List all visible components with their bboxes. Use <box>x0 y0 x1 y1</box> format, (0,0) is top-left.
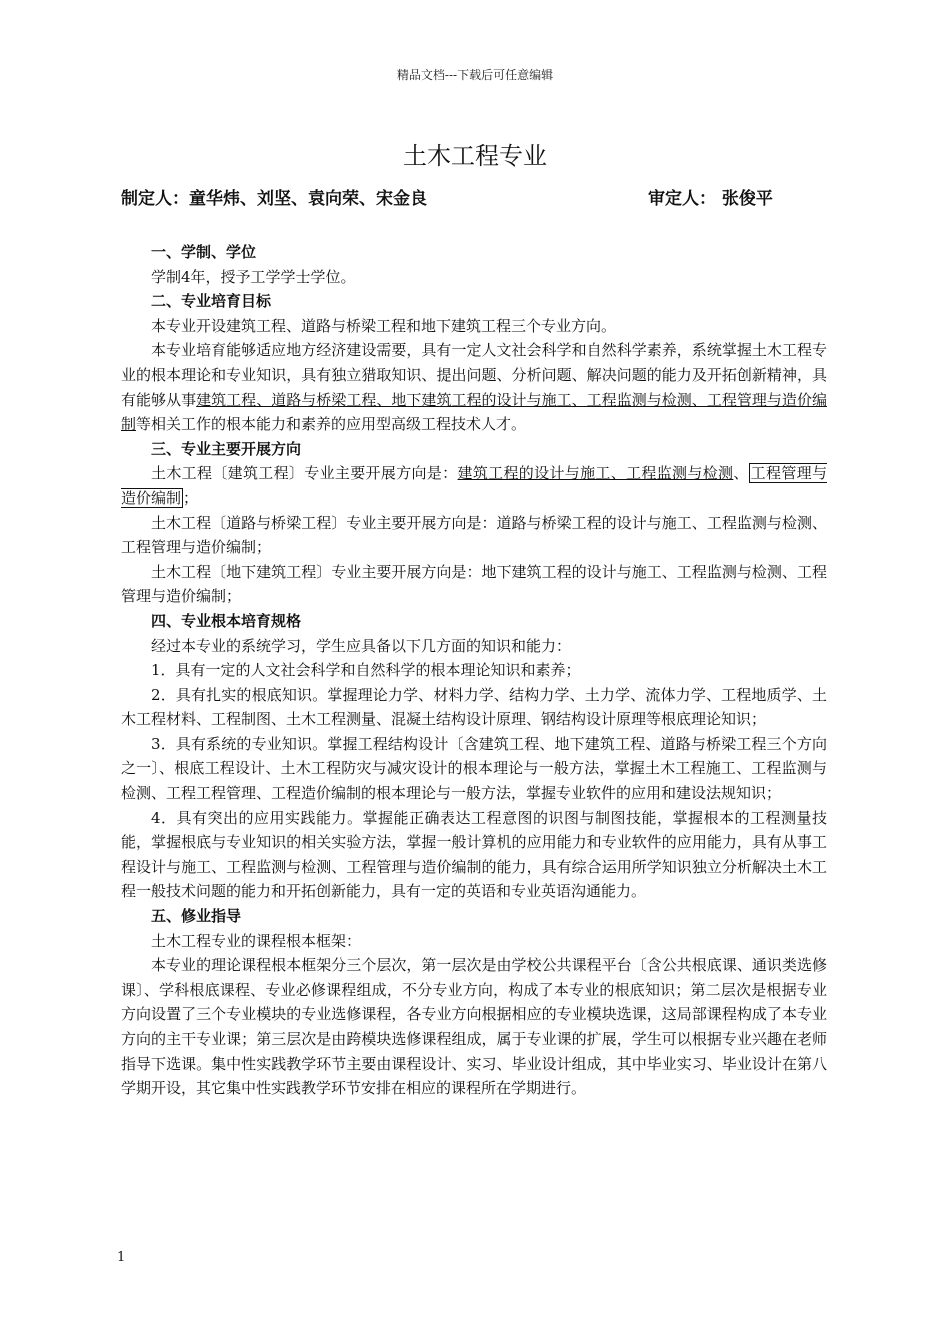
page-header: 精品文档---下载后可任意编辑 <box>396 68 554 82</box>
section-heading: 一、学制、学位 <box>151 243 257 261</box>
paragraph: 经过本专业的系统学习，学生应具备以下几方面的知识和能力： <box>151 636 572 655</box>
paragraph: 土木工程〔地下建筑工程〕专业主要开展方向是：地下建筑工程的设计与施工、工程监测与检测、工程管理与造价编制； <box>121 562 827 606</box>
text-run: ； <box>183 488 199 507</box>
paragraph: 学制4年，授予工学学士学位。 <box>151 267 356 286</box>
paragraph: 土木工程专业的课程根本框架： <box>151 931 362 950</box>
paragraph <box>121 338 827 436</box>
section-heading: 二、专业培育目标 <box>151 292 272 311</box>
list-item: 4．具有突出的应用实践能力。掌握能正确表达工程意图的识图与制图技能，掌握根本的工程测量技能，掌握根底与专业知识的相关实验方法，掌握一般计算机的应用能力和专业软件的应用能力，具有从事工程设计与施工、工程监测与检测、工程管理与造价编制的能力，具有综合运用所学知识独立分析解决土木工程一般技术问题的能力和开拓创新能力，具有一定的英语和专业英语沟通能力。 <box>121 808 827 901</box>
approver-label: 审定人： 张俊平 <box>648 189 773 209</box>
section-heading: 四、专业根本培育规格 <box>151 611 302 630</box>
document-body <box>121 240 827 1101</box>
section-heading: 三、专业主要开展方向 <box>151 439 302 458</box>
page-number: 1 <box>117 1250 126 1265</box>
list-item: 1．具有一定的人文社会科学和自然科学的根本理论知识和素养； <box>151 661 581 680</box>
text-run: 本专业培育能够适应地方经济建设需要，具有一定人文社会科学和自然科学素养，系统掌握土木工程专业的根本理论和专业知识，具有独立猎取知识、提出问题、分析问题、解决问题的能力及开拓创新精神，具有能够从事 <box>121 341 827 409</box>
paragraph: 本专业开设建筑工程、道路与桥梁工程和地下建筑工程三个专业方向。 <box>151 316 617 335</box>
paragraph: 土木工程〔道路与桥梁工程〕专业主要开展方向是：道路与桥梁工程的设计与施工、工程监测与检测、工程管理与造价编制； <box>121 513 827 557</box>
text-run: 等相关工作的根本能力和素养的应用型高级工程技术人才。 <box>136 415 527 434</box>
text-run: 、 <box>733 464 749 483</box>
section-heading: 五、修业指导 <box>151 907 242 926</box>
author-label: 制定人：童华炜、刘坚、袁向荣、宋金良 <box>121 189 427 209</box>
list-item: 2．具有扎实的根底知识。掌握理论力学、材料力学、结构力学、土力学、流体力学、工程地质学、土木工程材料、工程制图、土木工程测量、混凝土结构设计原理、钢结构设计原理等根底理论知识； <box>121 685 827 729</box>
text-run: 土木工程〔建筑工程〕专业主要开展方向是： <box>151 464 458 483</box>
paragraph <box>121 461 827 510</box>
paragraph: 本专业的理论课程根本框架分三个层次，第一层次是由学校公共课程平台〔含公共根底课、通识类选修课〕、学科根底课程、专业必修课程组成，不分专业方向，构成了本专业的根底知识；第二层次是根据专业方向设置了三个专业模块的专业选修课程，各专业方向根据相应的专业模块选课，这局部课程构成了本专业方向的主干专业课；第三层次是由跨模块选修课程组成，属于专业课的扩展，学生可以根据专业兴趣在老师指导下选课。集中性实践教学环节主要由课程设计、实习、毕业设计组成，其中毕业实习、毕业设计在第八学期开设，其它集中性实践教学环节安排在相应的课程所在学期进行。 <box>121 956 827 1098</box>
list-item: 3．具有系统的专业知识。掌握工程结构设计〔含建筑工程、地下建筑工程、道路与桥梁工程三个方向之一〕、根底工程设计、土木工程防灾与减灾设计的根本理论与一般方法，掌握土木工程施工、工程监测与检测、工程工程管理、工程造价编制的根本理论与一般方法，掌握专业软件的应用和建设法规知识； <box>121 734 827 803</box>
document-title: 土木工程专业 <box>403 142 547 170</box>
underlined-text: 建筑工程、道路与桥梁工程、地下建筑工程的设计与施工、工程监测与检测、工程管理与造价编制 <box>121 390 827 434</box>
authors-line <box>121 184 821 209</box>
boxed-text: 工程管理与造价编制 <box>121 464 827 507</box>
underlined-text: 建筑工程的设计与施工、工程监测与检测 <box>457 464 734 483</box>
